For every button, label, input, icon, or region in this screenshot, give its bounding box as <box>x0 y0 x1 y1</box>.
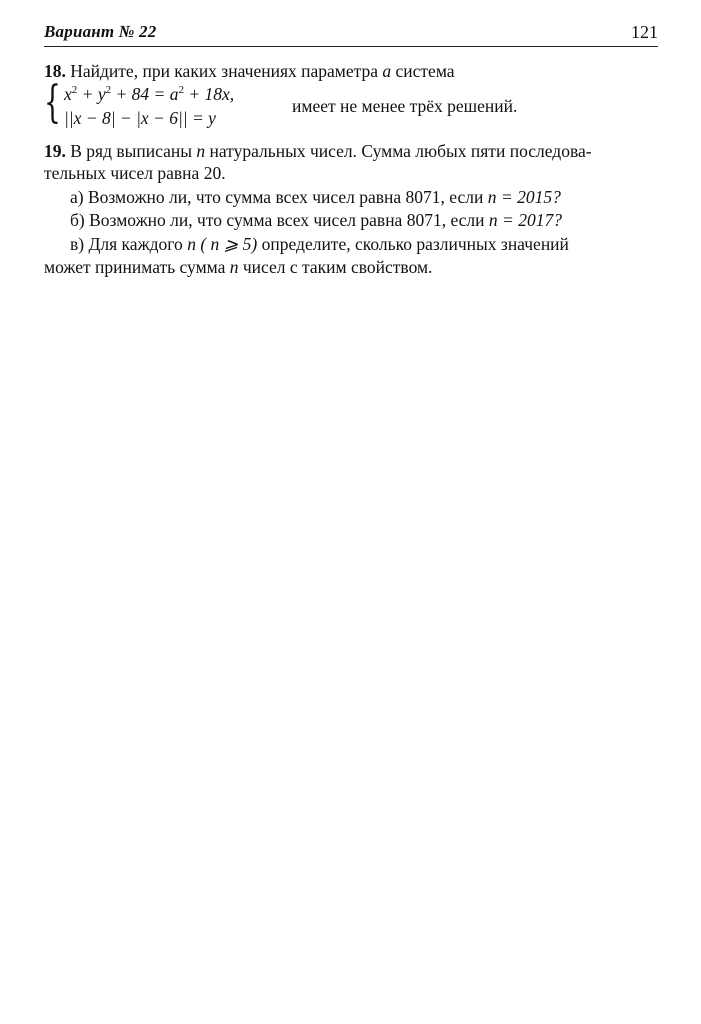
problem-18-intro <box>44 60 658 82</box>
problem-19-part-c: в) Для каждого n ( n ⩾ 5) определите, сколько различных значений <box>70 234 569 254</box>
variant-title: Вариант № 22 <box>44 22 157 41</box>
problem-19-line-2: тельных чисел равна 20. <box>44 163 226 183</box>
problem-18-number: 18. <box>44 61 66 81</box>
page-header <box>44 22 658 47</box>
problem-18-intro-end: система <box>395 61 455 81</box>
problem-19-part-b: б) Возможно ли, что сумма всех чисел равна 8071, если n = 2017? <box>70 210 562 230</box>
var-n: n <box>196 141 206 161</box>
equation-1: $x^2 + y^2 + 84 = a^2 + 18x$, <box>64 84 235 104</box>
system-brace: { <box>44 77 61 128</box>
problem-19-part-c-line-2: может принимать сумма n чисел с таким свойством. <box>44 257 433 277</box>
equation-system <box>44 77 658 132</box>
problem-18-param: a <box>382 61 392 81</box>
problem-18-intro-text: Найдите, при каких значениях параметра <box>70 61 378 81</box>
problem-19-line-1: 19. В ряд выписаны n натуральных чисел. Сумма любых пяти последова- <box>44 141 592 161</box>
system-condition: имеет не менее трёх решений. <box>292 96 518 116</box>
page-number: 121 <box>631 22 658 42</box>
problem-19-part-a: а) Возможно ли, что сумма всех чисел равна 8071, если n = 2015? <box>70 187 561 207</box>
problem-19-number: 19. <box>44 141 66 161</box>
equation-2: ||x − 8| − |x − 6|| = y <box>64 108 216 128</box>
